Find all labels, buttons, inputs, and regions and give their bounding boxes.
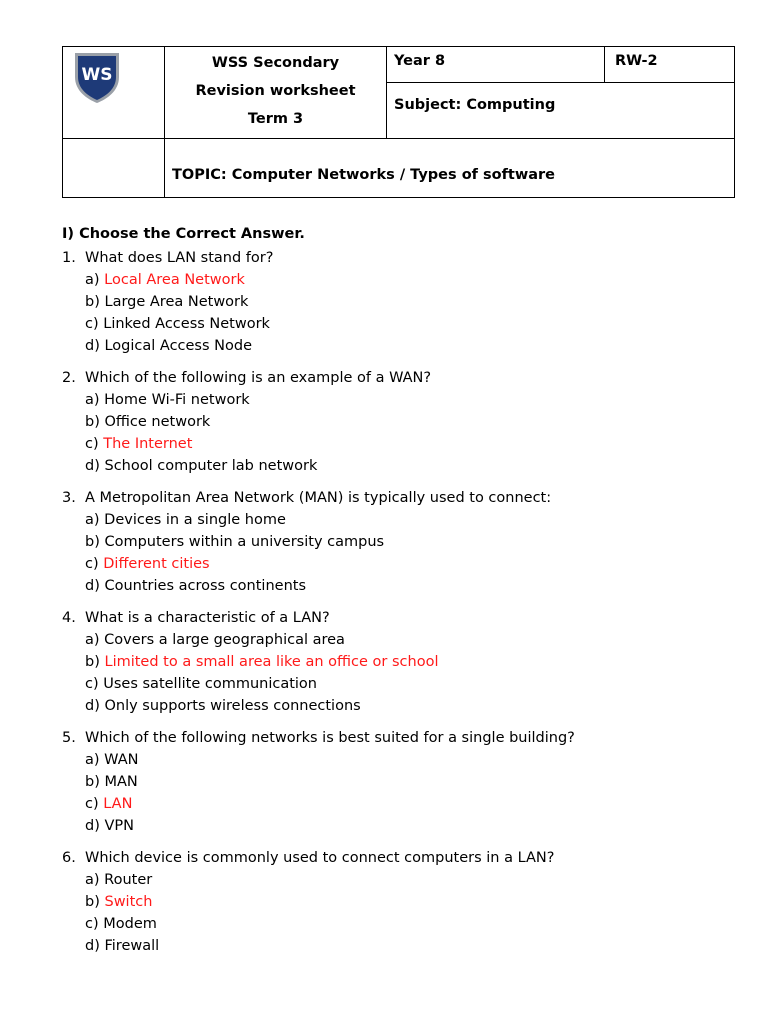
option-letter: c) — [85, 796, 104, 812]
option-letter: a) — [85, 872, 105, 888]
option-letter: b) — [85, 414, 105, 430]
option-text: School computer lab network — [104, 458, 318, 474]
empty-logo-cell — [63, 139, 165, 198]
option-letter: d) — [85, 458, 105, 474]
option-letter: c) — [85, 556, 104, 572]
answer-option — [62, 575, 752, 597]
question-prompt: A Metropolitan Area Network (MAN) is typically used to connect: — [85, 490, 552, 506]
question-prompt: Which of the following networks is best suited for a single building? — [85, 730, 575, 746]
answer-option — [62, 913, 752, 935]
school-info-cell — [165, 47, 387, 139]
answer-option — [62, 389, 752, 411]
logo-cell — [63, 47, 165, 139]
option-text: WAN — [104, 752, 139, 768]
correct-answer-text: Limited to a small area like an office or school — [104, 654, 439, 670]
answer-option — [62, 771, 752, 793]
question-block — [62, 247, 752, 357]
question-text — [62, 247, 752, 269]
option-text: Covers a large geographical area — [104, 632, 345, 648]
question-number: 6. — [62, 850, 76, 866]
section-title: I) Choose the Correct Answer. — [62, 226, 305, 242]
question-prompt: Which device is commonly used to connect computers in a LAN? — [85, 850, 555, 866]
answer-option — [62, 629, 752, 651]
question-number: 3. — [62, 490, 76, 506]
answer-option — [62, 869, 752, 891]
option-letter: a) — [85, 392, 105, 408]
answer-option — [62, 411, 752, 433]
question-text — [62, 367, 752, 389]
question-list — [62, 247, 752, 967]
option-text: Uses satellite communication — [103, 676, 317, 692]
option-letter: b) — [85, 654, 105, 670]
answer-option — [62, 509, 752, 531]
correct-answer-text: The Internet — [103, 436, 193, 452]
worksheet-header-table — [62, 46, 735, 198]
option-text: Modem — [103, 916, 157, 932]
option-text: Logical Access Node — [104, 338, 252, 354]
question-block — [62, 847, 752, 957]
question-prompt: What is a characteristic of a LAN? — [85, 610, 330, 626]
answer-option — [62, 433, 752, 455]
question-block — [62, 487, 752, 597]
option-letter: d) — [85, 578, 105, 594]
answer-option — [62, 749, 752, 771]
answer-option — [62, 335, 752, 357]
answer-option — [62, 291, 752, 313]
option-text: MAN — [104, 774, 138, 790]
option-letter: d) — [85, 818, 105, 834]
correct-answer-text: LAN — [103, 796, 133, 812]
answer-option — [62, 793, 752, 815]
year-cell: Year 8 — [387, 47, 605, 83]
answer-option — [62, 673, 752, 695]
answer-option — [62, 651, 752, 673]
option-text: Home Wi-Fi network — [104, 392, 250, 408]
option-text: Office network — [104, 414, 211, 430]
option-letter: c) — [85, 676, 104, 692]
correct-answer-text: Local Area Network — [104, 272, 245, 288]
question-number: 5. — [62, 730, 76, 746]
option-letter: b) — [85, 894, 105, 910]
answer-option — [62, 313, 752, 335]
option-letter: c) — [85, 436, 104, 452]
topic-cell: TOPIC: Computer Networks / Types of software — [165, 139, 735, 198]
correct-answer-text: Different cities — [103, 556, 210, 572]
option-text: Countries across continents — [104, 578, 306, 594]
answer-option — [62, 531, 752, 553]
correct-answer-text: Switch — [104, 894, 153, 910]
option-text: Computers within a university campus — [104, 534, 385, 550]
option-text: VPN — [104, 818, 134, 834]
answer-option — [62, 935, 752, 957]
option-letter: c) — [85, 916, 104, 932]
question-block — [62, 367, 752, 477]
question-block — [62, 727, 752, 837]
question-text — [62, 487, 752, 509]
option-text: Router — [104, 872, 153, 888]
option-letter: a) — [85, 512, 105, 528]
answer-option — [62, 815, 752, 837]
option-letter: b) — [85, 294, 105, 310]
question-text — [62, 847, 752, 869]
school-logo-shield-icon — [73, 51, 121, 105]
question-prompt: What does LAN stand for? — [85, 250, 274, 266]
subject-cell: Subject: Computing — [387, 83, 735, 139]
answer-option — [62, 455, 752, 477]
question-prompt: Which of the following is an example of a WAN? — [85, 370, 432, 386]
option-letter: b) — [85, 534, 105, 550]
question-block — [62, 607, 752, 717]
answer-option — [62, 695, 752, 717]
term-label: Term 3 — [247, 111, 304, 127]
option-letter: d) — [85, 698, 105, 714]
option-letter: a) — [85, 752, 105, 768]
option-letter: a) — [85, 272, 105, 288]
option-letter: b) — [85, 774, 105, 790]
option-letter: c) — [85, 316, 104, 332]
question-number: 4. — [62, 610, 76, 626]
worksheet-title: Revision worksheet — [195, 83, 356, 99]
question-number: 1. — [62, 250, 76, 266]
worksheet-code-cell: RW-2 — [605, 47, 735, 83]
answer-option — [62, 891, 752, 913]
option-text: Large Area Network — [104, 294, 249, 310]
option-text: Only supports wireless connections — [104, 698, 361, 714]
answer-option — [62, 553, 752, 575]
option-letter: d) — [85, 938, 105, 954]
question-text — [62, 727, 752, 749]
option-text: Firewall — [104, 938, 160, 954]
answer-option — [62, 269, 752, 291]
question-text — [62, 607, 752, 629]
logo-text: WS — [81, 65, 113, 85]
question-number: 2. — [62, 370, 76, 386]
school-name: WSS Secondary — [211, 55, 340, 71]
option-text: Linked Access Network — [103, 316, 270, 332]
option-letter: d) — [85, 338, 105, 354]
option-text: Devices in a single home — [104, 512, 286, 528]
option-letter: a) — [85, 632, 105, 648]
